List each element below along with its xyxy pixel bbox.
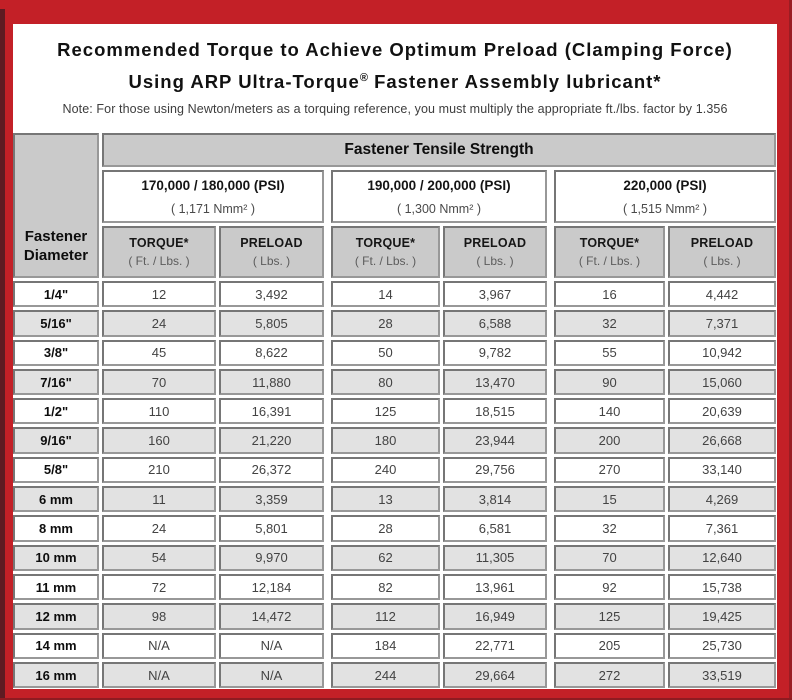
torque-value-cell: 45	[102, 340, 216, 366]
preload-value-cell: 23,944	[443, 427, 547, 453]
preload-value-cell: 22,771	[443, 633, 547, 659]
torque-value-cell: 244	[331, 662, 440, 688]
fastener-diameter-cell: 3/8"	[13, 340, 99, 366]
column-header-units: ( Lbs. )	[252, 254, 291, 268]
column-header-units: ( Ft. / Lbs. )	[354, 254, 417, 268]
preload-value-cell: 5,805	[219, 310, 324, 336]
preload-value-cell: 18,515	[443, 398, 547, 424]
psi-value: 170,000 / 180,000 (PSI)	[141, 177, 285, 193]
column-header-units: ( Ft. / Lbs. )	[128, 254, 190, 268]
preload-value-cell: 12,184	[219, 574, 324, 600]
frame-maroon-edge	[0, 9, 5, 700]
preload-value-cell: 12,640	[668, 545, 776, 571]
column-header-preload	[443, 226, 547, 278]
preload-value-cell: 7,361	[668, 515, 776, 541]
fastener-diameter-cell: 5/16"	[13, 310, 99, 336]
torque-value-cell: 62	[331, 545, 440, 571]
preload-value-cell: 26,372	[219, 457, 324, 483]
torque-value-cell: 28	[331, 310, 440, 336]
column-header-title: TORQUE*	[129, 236, 189, 250]
torque-value-cell: N/A	[102, 633, 216, 659]
torque-value-cell: 13	[331, 486, 440, 512]
torque-value-cell: 112	[331, 603, 440, 629]
preload-value-cell: 33,519	[668, 662, 776, 688]
preload-value-cell: 16,391	[219, 398, 324, 424]
torque-value-cell: 272	[554, 662, 665, 688]
preload-value-cell: 33,140	[668, 457, 776, 483]
fastener-diameter-cell: 9/16"	[13, 427, 99, 453]
torque-value-cell: 125	[331, 398, 440, 424]
torque-value-cell: 70	[554, 545, 665, 571]
preload-value-cell: 26,668	[668, 427, 776, 453]
preload-value-cell: 8,622	[219, 340, 324, 366]
nmm-value: ( 1,171 Nmm² )	[170, 201, 256, 216]
fastener-diameter-cell: 14 mm	[13, 633, 99, 659]
torque-value-cell: N/A	[102, 662, 216, 688]
column-header-title: TORQUE*	[579, 236, 640, 250]
torque-value-cell: 16	[554, 281, 665, 307]
column-header-title: PRELOAD	[690, 236, 754, 250]
page-title	[13, 36, 777, 96]
fastener-diameter-cell: 10 mm	[13, 545, 99, 571]
fastener-diameter-cell: 16 mm	[13, 662, 99, 688]
column-header-torque	[102, 226, 216, 278]
preload-value-cell: 13,470	[443, 369, 547, 395]
torque-value-cell: 125	[554, 603, 665, 629]
torque-value-cell: 24	[102, 310, 216, 336]
nmm-value: ( 1,300 Nmm² )	[396, 201, 482, 216]
preload-value-cell: 21,220	[219, 427, 324, 453]
psi-group-header-220	[554, 170, 776, 223]
column-header-torque	[554, 226, 665, 278]
title-line-1: Recommended Torque to Achieve Optimum Preload (Clamping Force)	[57, 39, 733, 60]
preload-value-cell: 29,664	[443, 662, 547, 688]
torque-value-cell: 15	[554, 486, 665, 512]
torque-value-cell: 205	[554, 633, 665, 659]
torque-value-cell: 240	[331, 457, 440, 483]
column-header-units: ( Lbs. )	[703, 254, 741, 268]
preload-value-cell: 29,756	[443, 457, 547, 483]
preload-value-cell: 3,967	[443, 281, 547, 307]
fastener-diameter-cell: 12 mm	[13, 603, 99, 629]
column-header-torque	[331, 226, 440, 278]
preload-value-cell: 14,472	[219, 603, 324, 629]
preload-value-cell: 11,305	[443, 545, 547, 571]
fastener-diameter-cell: 5/8"	[13, 457, 99, 483]
torque-value-cell: 80	[331, 369, 440, 395]
torque-value-cell: 32	[554, 310, 665, 336]
column-header-preload	[219, 226, 324, 278]
preload-value-cell: 19,425	[668, 603, 776, 629]
registered-trademark-symbol: ®	[359, 72, 368, 84]
torque-value-cell: 55	[554, 340, 665, 366]
fastener-diameter-cell: 1/4"	[13, 281, 99, 307]
torque-value-cell: 90	[554, 369, 665, 395]
torque-value-cell: 140	[554, 398, 665, 424]
column-header-units: ( Lbs. )	[476, 254, 514, 268]
torque-value-cell: 98	[102, 603, 216, 629]
fastener-diameter-cell: 7/16"	[13, 369, 99, 395]
preload-value-cell: 10,942	[668, 340, 776, 366]
preload-value-cell: N/A	[219, 662, 324, 688]
preload-value-cell: 3,814	[443, 486, 547, 512]
torque-value-cell: 28	[331, 515, 440, 541]
torque-value-cell: 50	[331, 340, 440, 366]
torque-value-cell: 72	[102, 574, 216, 600]
preload-value-cell: 25,730	[668, 633, 776, 659]
torque-value-cell: 180	[331, 427, 440, 453]
torque-value-cell: 14	[331, 281, 440, 307]
preload-value-cell: 7,371	[668, 310, 776, 336]
column-header-title: PRELOAD	[463, 236, 527, 250]
chart-content	[13, 24, 777, 689]
column-header-units: ( Ft. / Lbs. )	[578, 254, 641, 268]
preload-value-cell: 15,060	[668, 369, 776, 395]
torque-value-cell: 160	[102, 427, 216, 453]
torque-value-cell: 70	[102, 369, 216, 395]
torque-value-cell: 110	[102, 398, 216, 424]
preload-value-cell: 5,801	[219, 515, 324, 541]
torque-value-cell: 184	[331, 633, 440, 659]
torque-value-cell: 92	[554, 574, 665, 600]
preload-value-cell: 20,639	[668, 398, 776, 424]
psi-group-header-170-180	[102, 170, 324, 223]
torque-value-cell: 12	[102, 281, 216, 307]
torque-value-cell: 24	[102, 515, 216, 541]
preload-value-cell: 9,782	[443, 340, 547, 366]
preload-value-cell: 16,949	[443, 603, 547, 629]
preload-value-cell: 9,970	[219, 545, 324, 571]
preload-value-cell: 6,588	[443, 310, 547, 336]
torque-value-cell: 200	[554, 427, 665, 453]
preload-value-cell: 6,581	[443, 515, 547, 541]
torque-table	[13, 133, 776, 688]
column-header-title: PRELOAD	[240, 236, 303, 250]
fastener-diameter-cell: 8 mm	[13, 515, 99, 541]
torque-value-cell: 270	[554, 457, 665, 483]
column-header-title: TORQUE*	[355, 236, 416, 250]
fastener-diameter-cell: 11 mm	[13, 574, 99, 600]
preload-value-cell: 13,961	[443, 574, 547, 600]
corner-header-fastener-diameter: Fastener Diameter	[13, 133, 99, 278]
torque-value-cell: 54	[102, 545, 216, 571]
torque-value-cell: 32	[554, 515, 665, 541]
torque-value-cell: 210	[102, 457, 216, 483]
fastener-diameter-cell: 1/2"	[13, 398, 99, 424]
title-line-2-post: Fastener Assembly lubricant*	[367, 71, 662, 93]
preload-value-cell: 4,269	[668, 486, 776, 512]
torque-value-cell: 82	[331, 574, 440, 600]
nmm-value: ( 1,515 Nmm² )	[622, 201, 708, 216]
tensile-strength-header: Fastener Tensile Strength	[102, 133, 776, 167]
preload-value-cell: N/A	[219, 633, 324, 659]
psi-value: 220,000 (PSI)	[623, 177, 707, 193]
torque-value-cell: 11	[102, 486, 216, 512]
preload-value-cell: 4,442	[668, 281, 776, 307]
column-header-preload	[668, 226, 776, 278]
title-line-2	[13, 64, 777, 96]
psi-group-header-190-200	[331, 170, 547, 223]
preload-value-cell: 3,359	[219, 486, 324, 512]
preload-value-cell: 15,738	[668, 574, 776, 600]
newton-meters-note: Note: For those using Newton/meters as a torquing reference, you must multiply the appropriate ft./lbs. factor by 1.356	[62, 102, 728, 116]
preload-value-cell: 3,492	[219, 281, 324, 307]
title-line-2-pre: Using ARP Ultra-Torque	[128, 71, 360, 93]
fastener-diameter-cell: 6 mm	[13, 486, 99, 512]
preload-value-cell: 11,880	[219, 369, 324, 395]
psi-value: 190,000 / 200,000 (PSI)	[367, 177, 511, 193]
